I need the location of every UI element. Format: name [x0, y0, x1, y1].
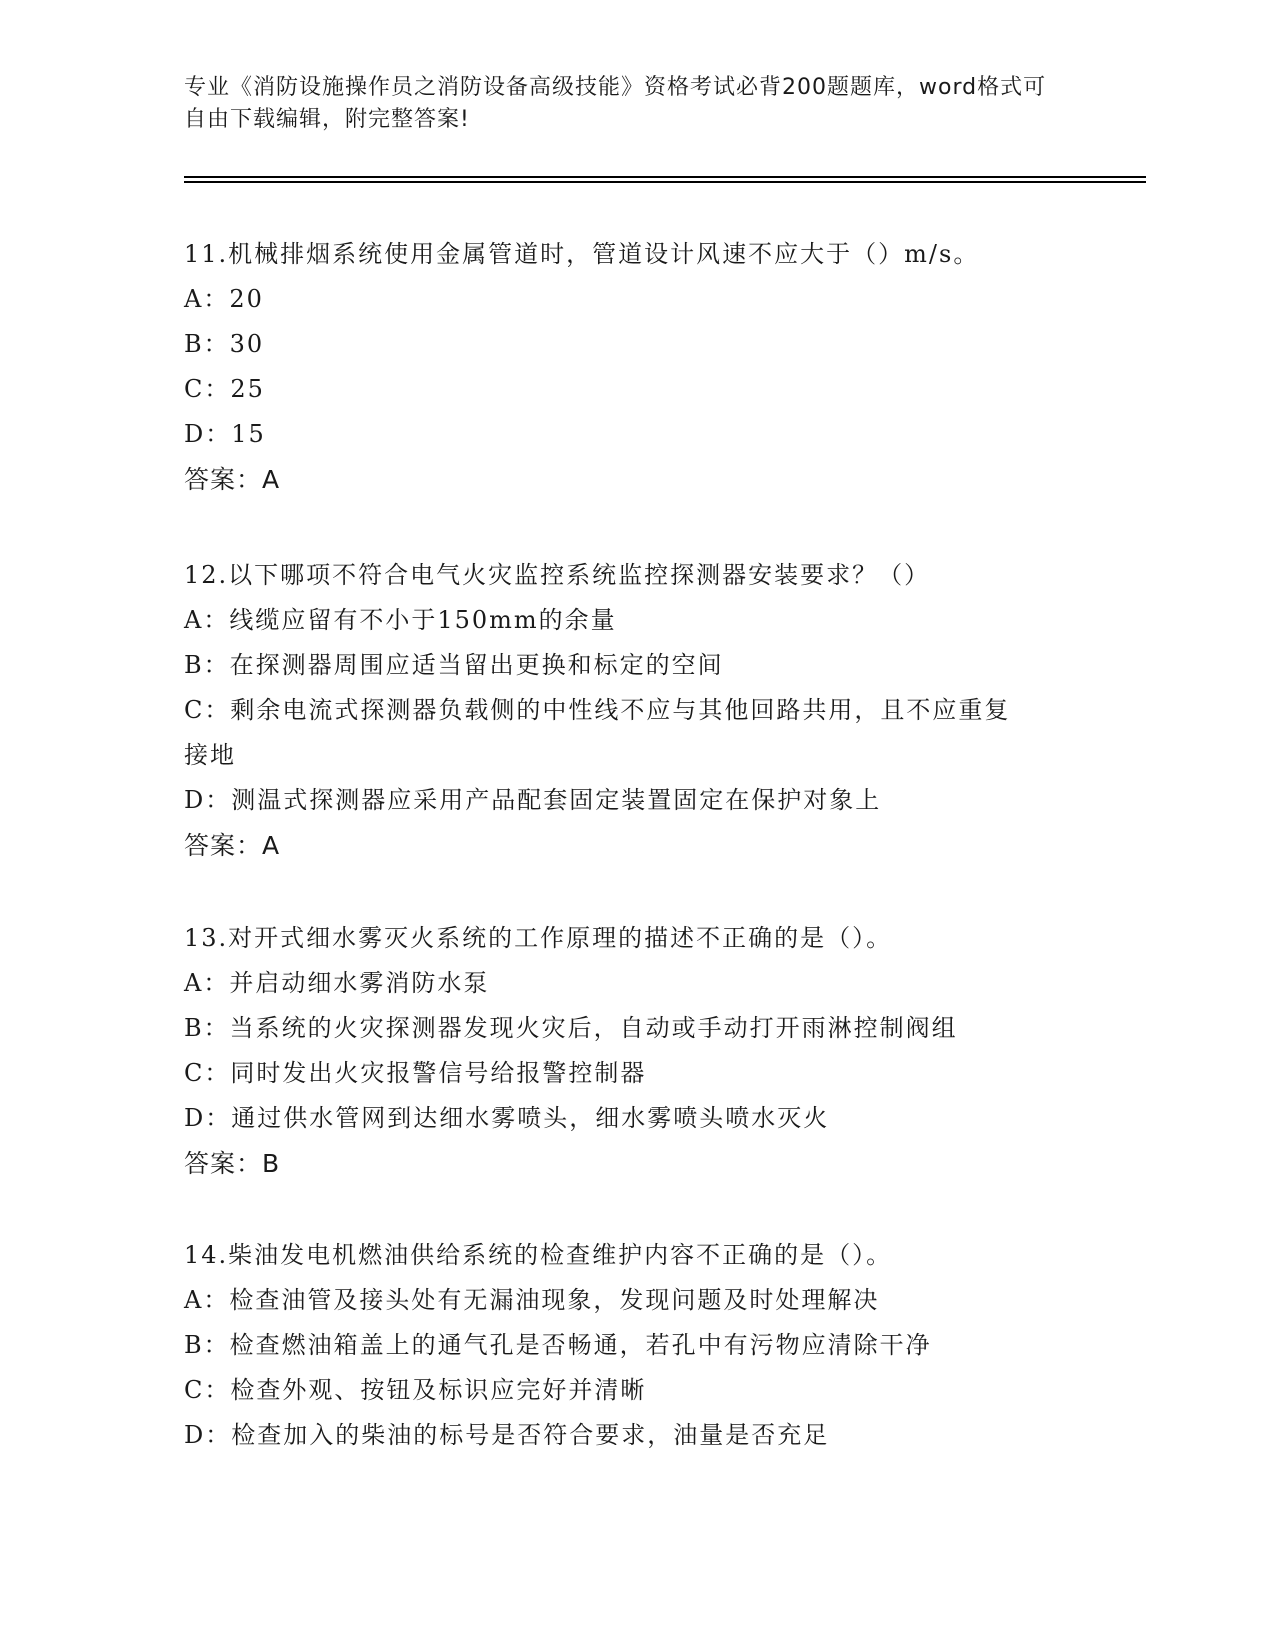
- option-a: A：20: [184, 285, 264, 313]
- question-11: [184, 232, 1084, 502]
- option-d: D：通过供水管网到达细水雾喷头，细水雾喷头喷水灭火: [184, 1104, 830, 1132]
- option-b: B：30: [184, 330, 265, 358]
- question-12: [184, 553, 1084, 868]
- option-d: D：测温式探测器应采用产品配套固定装置固定在保护对象上: [184, 786, 882, 814]
- header-divider-top: [184, 176, 1146, 178]
- option-b: B：在探测器周围应适当留出更换和标定的空间: [184, 651, 724, 679]
- answer: 答案：B: [184, 1149, 281, 1178]
- option-d: D：15: [184, 420, 266, 448]
- question-stem: 11.机械排烟系统使用金属管道时，管道设计风速不应大于（）m/s。: [184, 240, 980, 268]
- option-c: C：剩余电流式探测器负载侧的中性线不应与其他回路共用，且不应重复接地: [184, 696, 1011, 769]
- option-c: C：同时发出火灾报警信号给报警控制器: [184, 1059, 647, 1087]
- option-b: B：检查燃油箱盖上的通气孔是否畅通，若孔中有污物应清除干净: [184, 1331, 932, 1359]
- option-d: D：检查加入的柴油的标号是否符合要求，油量是否充足: [184, 1421, 830, 1449]
- document-header: 专业《消防设施操作员之消防设备高级技能》资格考试必背200题题库，word格式可自由下载编辑，附完整答案!: [184, 75, 1047, 132]
- question-stem: 12.以下哪项不符合电气火灾监控系统监控探测器安装要求？（）: [184, 561, 931, 589]
- question-13: [184, 916, 1084, 1186]
- option-c: C：检查外观、按钮及标识应完好并清晰: [184, 1376, 647, 1404]
- question-stem: 13.对开式细水雾灭火系统的工作原理的描述不正确的是（）。: [184, 924, 893, 952]
- option-a: A：检查油管及接头处有无漏油现象，发现问题及时处理解决: [184, 1286, 880, 1314]
- question-14: [184, 1233, 1084, 1458]
- answer: 答案：A: [184, 831, 281, 860]
- option-a: A：并启动细水雾消防水泵: [184, 969, 490, 997]
- option-c: C：25: [184, 375, 265, 403]
- question-stem: 14.柴油发电机燃油供给系统的检查维护内容不正确的是（）。: [184, 1241, 893, 1269]
- header-divider-bottom: [184, 181, 1146, 183]
- option-b: B：当系统的火灾探测器发现火灾后，自动或手动打开雨淋控制阀组: [184, 1014, 958, 1042]
- answer: 答案：A: [184, 465, 281, 494]
- option-a: A：线缆应留有不小于150mm的余量: [184, 606, 617, 634]
